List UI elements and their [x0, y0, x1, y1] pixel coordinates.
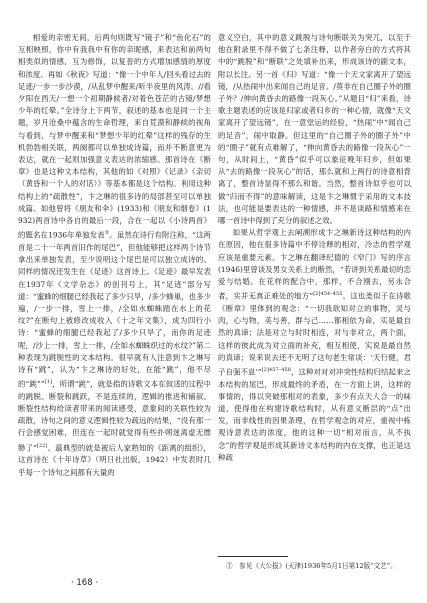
paragraph-text: ，所谓“跳”，就是指的诗歌文本在叙述的过程中的跳脱、断裂和跳跃，不是连续的，逻辑的推进和铺叙。断裂性结构给读者带来的阅读感受，意象间的关联性较为疏散，诗句之间的意义逻辑性较为疏远的结果，“没有那一行会感觉困难，但连在一起时就觉得有些扑朔迷离虚无缥缈了”: [18, 379, 211, 453]
paragraph-text: 。这也类似于在诗歌《断章》里体到的观念：“一切我欲知对立的事物，灵与肉，心与物，美与善，群与己……都相依为命，实是最自然的真谛；法是对立与时时相连，对与非对立，两个面，这样的彼此成为对立面的补充，相互相使，实说是最自然的真谛；说来说去还不无明了这句老生常谈：‘天行健，君子自强不息’”: [218, 291, 412, 377]
right-column: [218, 32, 411, 464]
paragraph: [218, 32, 411, 227]
footnote-divider: [218, 556, 288, 557]
paragraph-text: 如果从哲学观上去阐溯形成卞之琳新诗这种结构的内在原因，他在很多诗篇中不停诠释的相对，冷志的哲学观应该是重要元素。卞之琳在翻译纪德的《窄门》写的序言(1946)里曾谈及男女关系上的断然，“若讲到关系最切的恋爱与结婚。在花样的配合中，那样，不合刚去，另永合者，实并无真正难处的地方”: [218, 228, 411, 301]
paragraph-text: ，这种对对对冲突性结构归结起来之本结构的尾巴，形成最终的矛盾，在一方面上讲，这样的事情的，得以突破那相对的表象，多少有点天人合一的味道，使得他在构建诗歌结构时，从有意义断层的“点”出发，而非线性的因果条理，在哲学观念的对应，重视中栋观诗意表达的浓度，他的这种一切“相对而言，从不执念”的哲学观是形成其新诗文本结构的内在支撑，也正是这种疏: [218, 367, 411, 462]
paragraph: [18, 32, 211, 479]
page-number: · 168 ·: [71, 578, 99, 588]
paragraph-text: 。虽然在诗行有附注称，“这两首是二十一年两首旧作的尾巴”，但他能够把这样两个诗节拿出来单独发表，至少说明这个尾巴是可以独立成诗的。同样的情况还发生在《足迹》这首诗上。《足迹》最早发表在1937年《文学杂志》的创刊号上，其“足迹”部分写道：“蜜蜂的细腿已经我起了多少只旱，/多少蜂巢，也多少遍，/一步一排，雪上一排，/全如水蜘蛛踏在水上的花纹?”在断句上被修改成收入《十之年文集》，成为四行小诗：“蜜蜂的细腿已经我起了/多少只旱了，而你的足迹呢，/沙上一排，雪上一排，/全如水蜘蛛织过的水纹?”第二种表现为跳脱性的文本结构。很早就有人注意到卞之琳写诗有“跳”，认为“卞之琳诗的好处，在能“跳”，他不尽的“跳””: [18, 230, 211, 389]
citation-marker: [1]: [44, 379, 52, 386]
footnote: ① 参见《大公报》(天津)1936年5月1日第12版“文艺”。: [226, 562, 397, 570]
left-column: [18, 32, 211, 479]
footnote-marker: ①: [104, 230, 110, 237]
citation-marker: [22]: [37, 442, 48, 449]
paragraph-text: 。最典型的就是被后人家熟知的《距离的组织》，这首诗在《十年诗草》（明日社出版，1942）中发表时几乎每一个诗句之间都有大量的: [18, 443, 211, 477]
paragraph: [218, 227, 411, 464]
citation-marker: [2]454–455: [313, 291, 343, 298]
paragraph-text: 意义空白，其中的意义跳脱与诗句断联关为突兀，以至于他在附录里不得不做了七条注释，以作者旁白的方式将其中的“跳脱”和“断联”之处填补出来，形成该诗的副文本，附以长注。另一首《归》写道：“像一个天文家离开了望远镜，/从热闹中出来闻自己的足音。/莫非在自己圈子外的圈子外？/伸向黄昏去的路像一段灰心。”从题目“归”来看，诗歌主题表述的应该是归家或者归乡的一种心情，就像“天文家离开了望远镜”，在一意堂运的经验，“热闹”中“闻自己的足音”，闹中取静。但这里的“自己圈子外的圈子外”中的“圈子”就有点难解了，“伸向黄昏去的路像一段灰心”一句，从时间上，“黄昏”似乎可以象征晚年归乡，但如果从“去的路像一段灰心”的话，那么就和上两行的诗意相背离了，整首诗显得不那么和谐。当然，整首诗似乎也可以做“归而不得”的意味解读，这是卞之琳惯于采用的文本技法，也可能是要表达的一种情感，并不是谈路和情感来在哪一首诗中得到了充分的叙述之效。: [218, 33, 411, 226]
citation-marker: [2]457–458: [261, 366, 291, 373]
paragraph-text: 相爱的亲密无间，后两句则既写“镜子”和“鱼化石”的互相映照，你中有我我中有你的亲昵感，来表达和前两句相类似的情感，互为修饰，以复沓的方式增加感情的厚度和浓度。再如《秋夜》写道：“像一个中年人/回头看过去的足迹/一步一步沙漠，/从乱梦中醒来/听半夜里的风涛。//看夕阳在西天/一想一个初期静候者/对着色苍茫的古镜/梦想少年的红晕。”全诗分上下两节，叙述的基本也是同一个主题，岁月沧桑中蕴含的生命哲理，来自荒漠和静候的视角与看到，与梦中醒来和“梦想少年的红晕”这样的残存的生机勃勃相关联，两阕都可以单独成诗篇，而并不断意更为表达，就在一起则加强意义表达的浓缩感。那首诗在《断章》也是这种文本结构，其他的如《对照》《记录》《亲切（黄昏和一个人的对话）》等基本都是这个结构。利用这种结构上的“疏散性”，卞之琳的很多诗的局部甚至可以单独成篇。如他曾将《朋友和伞》(1933)和《朋友和烟卷》(1932)两首诗中各自的最后一段，合在一起以《小诗两首》的题名在1936年单独发表: [18, 33, 211, 240]
